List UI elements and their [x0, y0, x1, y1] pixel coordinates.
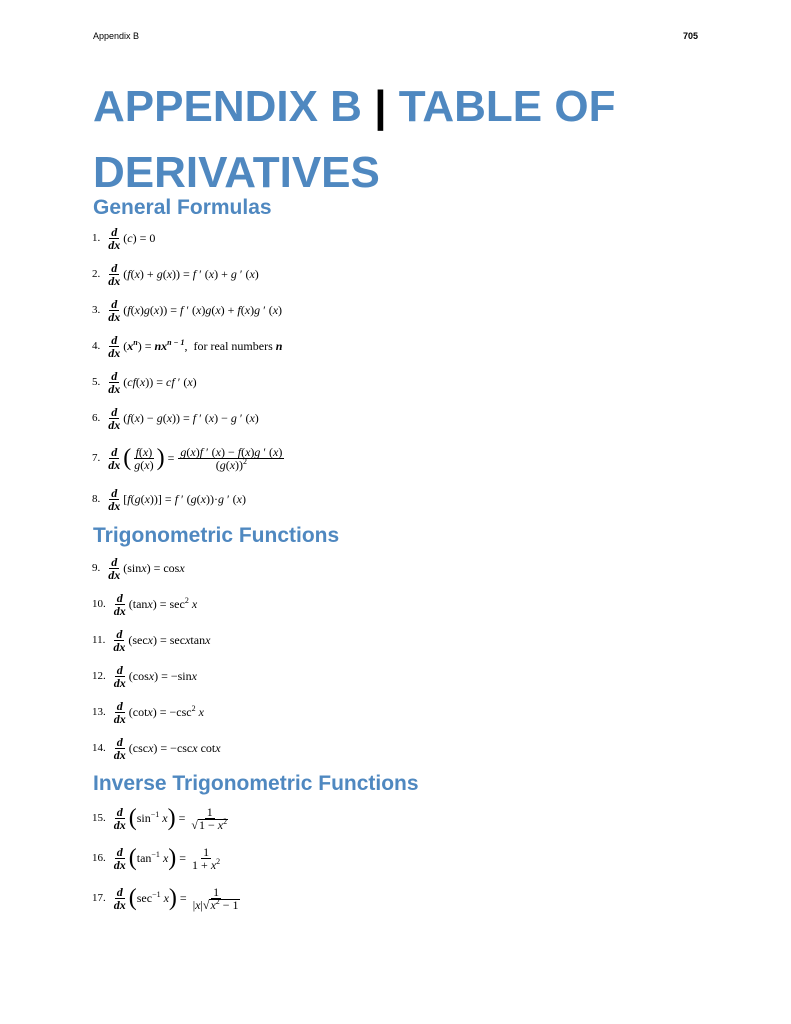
quotient: f(x) g(x): [134, 444, 154, 472]
formula-number: 17.: [92, 892, 106, 904]
page-number: 705: [683, 31, 699, 41]
section-heading-general: General Formulas: [93, 196, 272, 219]
formula-13: 13. d dx $(\cot x) = -\csc^2$ x: [92, 698, 204, 726]
formula-12: 12. d dx (cosx) = −sinx: [92, 662, 197, 690]
derivative-operator: d dx: [108, 332, 121, 360]
formula-7: 7. d dx ( f(x) g(x) ) = $\frac{g(x)f ' (x) - f(x)g ' (x)}{(g(x))^2}$: [92, 444, 283, 472]
formula-number: 4.: [92, 340, 101, 352]
derivative-operator: d dx: [108, 260, 121, 288]
formula-number: 10.: [92, 598, 106, 610]
formula-number: 2.: [92, 268, 101, 280]
formula-5: 5. d dx (cf(x)) = cf ′ (x): [92, 368, 197, 396]
derivative-operator: d dx: [108, 444, 121, 472]
formula-3: 3. d dx (f(x)g(x)) = f ′ (x)g(x) + f(x)g ′ (x): [92, 296, 283, 324]
formula-number: 5.: [92, 376, 101, 388]
derivative-operator: d dx: [113, 884, 126, 912]
formula-4: 4. d dx $(x^n) = nx^{n - 1}$, for real numbers n: [92, 332, 283, 360]
formula-number: 3.: [92, 304, 101, 316]
title-part-1: APPENDIX B: [93, 82, 362, 131]
derivative-operator: d dx: [108, 224, 121, 252]
derivative-operator: d dx: [108, 296, 121, 324]
section-heading-trig: Trigonometric Functions: [93, 524, 340, 547]
running-header: Appendix B: [93, 31, 140, 41]
formula-number: 8.: [92, 493, 101, 505]
formula-number: 16.: [92, 852, 106, 864]
formula-2: 2. d dx (f(x) + g(x)) = f ′ (x) + g ′ (x): [92, 260, 259, 288]
formula-number: 12.: [92, 670, 106, 682]
page-title: [93, 74, 733, 206]
formula-1: 1. d dx (c) = 0: [92, 224, 156, 252]
formula-9: 9. d dx (sinx) = cosx: [92, 554, 185, 582]
derivative-operator: d dx: [113, 804, 126, 832]
title-part-2: TABLE OF DERIVATIVES: [93, 82, 616, 197]
formula-8: 8. d dx [f(g(x))] = f ′ (g(x))·g ′ (x): [92, 485, 246, 513]
formula-note: for real numbers: [193, 338, 273, 353]
derivative-operator: d dx: [108, 554, 121, 582]
formula-number: 1.: [92, 232, 101, 244]
derivative-operator: d dx: [113, 626, 126, 654]
fraction: $\frac{1}{1 + x^2}$: [192, 844, 221, 872]
fraction: $\frac{1}{√1 - x^2}$: [191, 804, 228, 832]
formula-number: 15.: [92, 812, 106, 824]
derivative-operator: d dx: [108, 404, 121, 432]
derivative-operator: d dx: [108, 368, 121, 396]
fraction: $\frac{1}{|x|√x^2 - 1}$: [192, 884, 239, 912]
formula-number: 7.: [92, 452, 101, 464]
formula-16: 16. d dx ( $\tan^{-1} x$ ) = $\frac{1}{1 + x^2}$: [92, 844, 221, 872]
formula-11: 11. d dx (secx) = secxtanx: [92, 626, 211, 654]
derivative-operator: d dx: [113, 698, 126, 726]
formula-17: 17. d dx ( $\sec^{-1} x$ ) = $\frac{1}{|x|√x^2 - 1}$: [92, 882, 243, 914]
formula-number: 6.: [92, 412, 101, 424]
formula-6: 6. d dx (f(x) − g(x)) = f ′ (x) − g ′ (x): [92, 404, 259, 432]
derivative-operator: d dx: [113, 844, 126, 872]
formula-number: 11.: [92, 634, 106, 646]
formula-10: 10. d dx $(\tan x) = \sec^2 x$: [92, 590, 198, 618]
derivative-operator: d dx: [113, 662, 126, 690]
formula-14: 14. d dx (cscx) = −cscx cotx: [92, 734, 221, 762]
formula-number: 13.: [92, 706, 106, 718]
quotient-rule-result: $\frac{g(x)f ' (x) - f(x)g ' (x)}{(g(x))^2}$: [180, 444, 283, 472]
formula-number: 9.: [92, 562, 101, 574]
title-separator: |: [374, 82, 387, 131]
derivative-operator: d dx: [113, 734, 126, 762]
formula-15: 15. d dx ( $\sin^{-1} x$ ) = $\frac{1}{√1 - x^2}$: [92, 802, 231, 834]
derivative-operator: d dx: [108, 485, 121, 513]
derivative-operator: d dx: [113, 590, 126, 618]
section-heading-inverse-trig: Inverse Trigonometric Functions: [93, 772, 419, 795]
formula-number: 14.: [92, 742, 106, 754]
